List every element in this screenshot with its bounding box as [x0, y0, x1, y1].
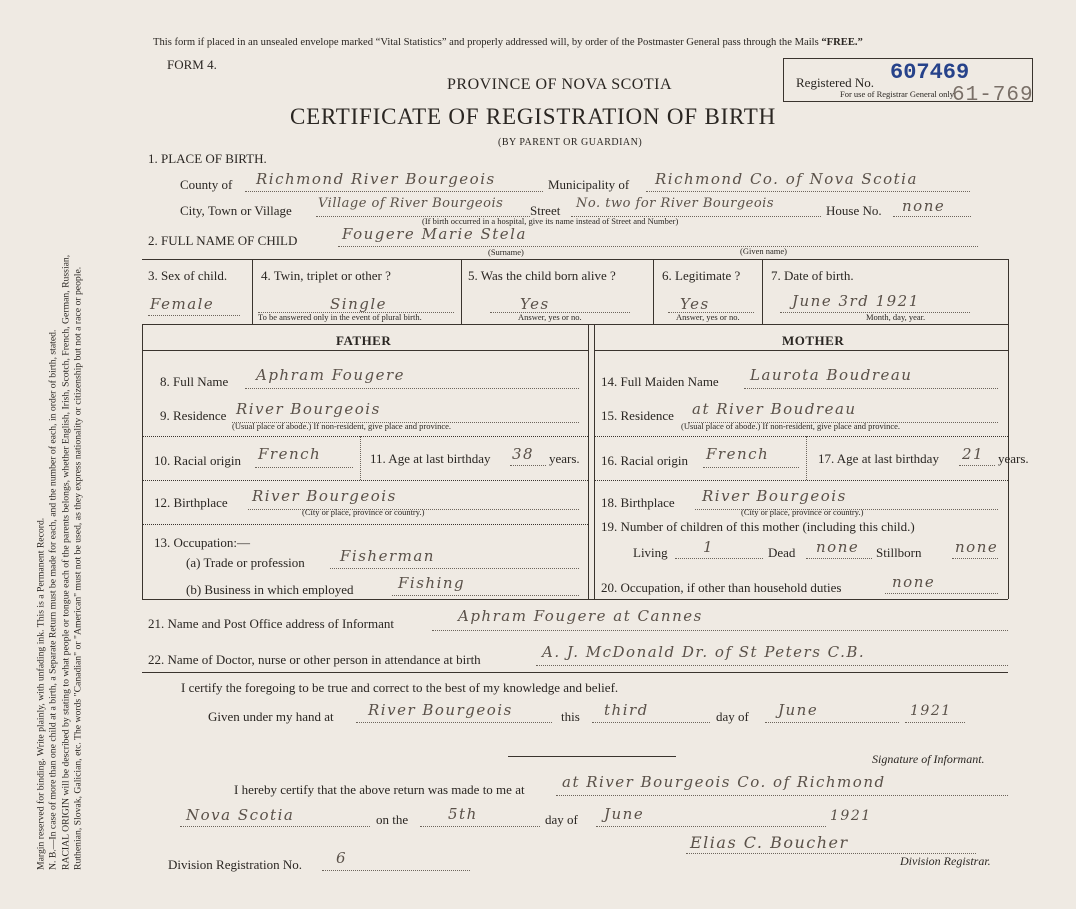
child-name-value: Fougere Marie Stela [342, 225, 527, 243]
sex-line [148, 315, 240, 316]
registrar-place-line [556, 795, 1008, 796]
father-residence-value: River Bourgeois [236, 400, 381, 418]
legitimate-note: Answer, yes or no. [676, 312, 740, 322]
doctor-label: 22. Name of Doctor, nurse or other person in attendance at birth [148, 652, 481, 667]
registrar-year-value: 1921 [830, 808, 872, 824]
mother-racial-label: 16. Racial origin [601, 453, 689, 468]
legitimate-value: Yes [680, 295, 710, 313]
informant-line [432, 630, 1008, 631]
father-name-line [245, 388, 579, 389]
legitimate-label: 6. Legitimate ? [662, 268, 741, 283]
mother-stillborn-value: none [955, 538, 999, 556]
given-name-note: (Given name) [740, 246, 787, 256]
mother-dead-line [806, 558, 872, 559]
given-day-line [592, 722, 710, 723]
page-subtitle: (BY PARENT OR GUARDIAN) [498, 137, 643, 148]
mother-separator [594, 480, 1008, 481]
mother-heading-rule [594, 350, 1008, 351]
mother-dead-label: Dead [768, 545, 796, 560]
city-label: City, Town or Village [180, 203, 292, 218]
parents-bottom-rule [142, 599, 1008, 600]
registered-number: 607469 [890, 60, 970, 85]
street-label: Street [530, 203, 561, 218]
registrar-month-value: June [604, 805, 645, 823]
given-place-value: River Bourgeois [368, 701, 513, 719]
mother-living-value: 1 [703, 538, 715, 556]
mother-residence-value: at River Boudreau [692, 400, 857, 418]
municipality-value: Richmond Co. of Nova Scotia [655, 170, 918, 188]
mother-separator [594, 436, 1008, 437]
given-year-line [905, 722, 965, 723]
mother-birthplace-value: River Bourgeois [702, 487, 847, 505]
house-label: House No. [826, 203, 882, 218]
postal-free: “FREE.” [821, 37, 863, 48]
father-name-value: Aphram Fougere [256, 366, 406, 384]
municipality-label: Municipality of [548, 177, 630, 192]
father-name-label: 8. Full Name [160, 374, 229, 389]
father-occupation-label: 13. Occupation:— [154, 535, 251, 550]
mother-age-unit: years. [998, 451, 1029, 466]
father-trade-label: (a) Trade or profession [186, 555, 305, 570]
father-residence-note: (Usual place of abode.) If non-resident, give place and province. [232, 421, 452, 431]
father-heading-rule [142, 350, 588, 351]
side-note-line: Margin reserved for binding. Write plainly, with unfading ink. This is a Permanent Record. [35, 517, 47, 870]
dob-note: Month, day, year. [866, 312, 926, 322]
mother-stillborn-label: Stillborn [876, 545, 922, 560]
father-separator [142, 436, 588, 437]
certify-statement: I certify the foregoing to be true and correct to the best of my knowledge and belief. [181, 680, 619, 695]
father-age-label: 11. Age at last birthday [370, 451, 491, 466]
page-title: CERTIFICATE OF REGISTRATION OF BIRTH [290, 104, 777, 129]
father-left-border [142, 324, 143, 599]
division-line [322, 870, 470, 871]
county-label: County of [180, 177, 233, 192]
mother-name-line [744, 388, 998, 389]
child-name-label: 2. FULL NAME OF CHILD [148, 233, 298, 248]
registrar-day-value: 5th [448, 805, 478, 823]
mother-age-line [959, 465, 995, 466]
father-racial-divider [360, 436, 361, 480]
registrar-statement: I hereby certify that the above return was made to me at [234, 782, 525, 797]
side-note-line: Ruthenian, Slovak, Galician, etc. The words "Canadian" or "American" must not be used, as they express nationality or citizenship but not a race or people. [72, 266, 84, 870]
mother-birthplace-label: 18. Birthplace [601, 495, 675, 510]
mother-children-label: 19. Number of children of this mother (including this child.) [601, 519, 915, 534]
mother-name-value: Laurota Boudreau [750, 366, 913, 384]
division-value: 6 [336, 849, 348, 867]
certify-top-rule [142, 672, 1008, 673]
side-note-line: RACIAL ORIGIN will be described by stating to what people or tongue each of the parents belongs, whether English, Irish, Scotch, French, German, Russian, [60, 254, 71, 870]
given-label: Given under my hand at [208, 709, 334, 724]
father-heading: FATHER [336, 333, 392, 348]
city-value: Village of River Bourgeois [318, 196, 504, 211]
mother-heading: MOTHER [782, 333, 845, 348]
registrar-dayof-label: day of [545, 812, 578, 827]
father-separator [142, 480, 588, 481]
father-birthplace-note: (City or place, province or country.) [302, 507, 425, 517]
street-note: (If birth occurred in a hospital, give its name instead of Street and Number) [422, 216, 679, 226]
county-line [245, 191, 543, 192]
registered-overprint: 61-769 [952, 84, 1034, 107]
details-bottom-rule [142, 324, 1008, 325]
mother-stillborn-line [952, 558, 998, 559]
mother-occupation-line [885, 593, 998, 594]
registrar-place2-value: Nova Scotia [186, 806, 295, 824]
mother-living-line [675, 558, 763, 559]
registrar-signature: Elias C. Boucher [690, 833, 849, 852]
father-trade-line [330, 568, 579, 569]
mother-right-border [1008, 259, 1009, 599]
house-value: none [902, 197, 946, 215]
mother-racial-divider [806, 436, 807, 480]
given-month-line [765, 722, 899, 723]
father-age-line [510, 465, 546, 466]
given-this-label: this [561, 709, 580, 724]
details-divider [653, 259, 654, 324]
mother-racial-line [703, 467, 799, 468]
registrar-signature-label: Division Registrar. [900, 854, 991, 868]
father-racial-value: French [258, 445, 322, 463]
details-divider [461, 259, 462, 324]
registrar-day-line [420, 826, 540, 827]
house-line [893, 216, 971, 217]
registrar-on-label: on the [376, 812, 409, 827]
sex-label: 3. Sex of child. [148, 268, 228, 283]
alive-label: 5. Was the child born alive ? [468, 268, 616, 283]
father-birthplace-label: 12. Birthplace [154, 495, 228, 510]
twin-label: 4. Twin, triplet or other ? [261, 268, 391, 283]
details-divider [252, 259, 253, 324]
given-place-line [356, 722, 552, 723]
mother-age-value: 21 [962, 445, 985, 463]
registered-note: For use of Registrar General only. [840, 89, 956, 99]
informant-value: Aphram Fougere at Cannes [458, 607, 703, 625]
mother-age-label: 17. Age at last birthday [818, 451, 939, 466]
registrar-place-value: at River Bourgeois Co. of Richmond [562, 773, 886, 791]
father-birthplace-value: River Bourgeois [252, 487, 397, 505]
mother-occupation-value: none [892, 573, 936, 591]
doctor-line [536, 665, 1008, 666]
father-racial-line [255, 467, 353, 468]
mother-occupation-label: 20. Occupation, if other than household duties [601, 580, 842, 595]
registered-label: Registered No. [796, 75, 874, 90]
municipality-line [646, 191, 970, 192]
father-trade-value: Fisherman [340, 547, 435, 565]
dob-label: 7. Date of birth. [771, 268, 854, 283]
father-age-unit: years. [549, 451, 580, 466]
details-top-rule [142, 259, 1008, 260]
mother-racial-value: French [706, 445, 770, 463]
father-residence-label: 9. Residence [160, 408, 227, 423]
father-racial-label: 10. Racial origin [154, 453, 242, 468]
registrar-place2-line [180, 826, 370, 827]
twin-note: To be answered only in the event of plural birth. [258, 312, 422, 322]
form-number: FORM 4. [167, 57, 217, 72]
doctor-value: A. J. McDonald Dr. of St Peters C.B. [542, 643, 866, 661]
place-of-birth-heading: 1. PLACE OF BIRTH. [148, 151, 267, 166]
province-title: PROVINCE OF NOVA SCOTIA [447, 76, 673, 93]
side-note-line: N. B.—In case of more than one child at a birth, a Separate Return must be made for each, and the number of each, in order of birth, stated. [47, 329, 59, 870]
given-day-value: third [604, 701, 649, 719]
mother-residence-label: 15. Residence [601, 408, 674, 423]
informant-label: 21. Name and Post Office address of Informant [148, 616, 394, 631]
alive-note: Answer, yes or no. [518, 312, 582, 322]
division-label: Division Registration No. [168, 857, 302, 872]
column-divider [588, 324, 589, 599]
father-age-value: 38 [512, 445, 535, 463]
child-name-line [338, 246, 978, 247]
registrar-month-line [596, 826, 826, 827]
side-note [35, 40, 84, 870]
twin-value: Single [330, 295, 388, 313]
details-divider [762, 259, 763, 324]
given-month-value: June [778, 701, 819, 719]
county-value: Richmond River Bourgeois [256, 170, 496, 188]
alive-value: Yes [520, 295, 550, 313]
mother-living-label: Living [633, 545, 668, 560]
father-business-label: (b) Business in which employed [186, 582, 354, 597]
mother-birthplace-note: (City or place, province or country.) [741, 507, 864, 517]
father-business-value: Fishing [398, 574, 466, 592]
informant-signature-label: Signature of Informant. [872, 752, 985, 766]
father-separator [142, 524, 588, 525]
mother-residence-note: (Usual place of abode.) If non-resident, give place and province. [681, 421, 901, 431]
column-divider [594, 324, 595, 599]
given-year-value: 1921 [910, 703, 952, 719]
informant-signature-line [508, 756, 676, 757]
mother-dead-value: none [816, 538, 860, 556]
dob-value: June 3rd 1921 [792, 292, 920, 310]
postal-note: This form if placed in an unsealed envelope marked “Vital Statistics” and properly addressed will, by order of the Postmaster General pass through the Mails “FREE.” [153, 37, 863, 48]
given-dayof-label: day of [716, 709, 749, 724]
sex-value: Female [150, 295, 215, 313]
surname-note: (Surname) [488, 247, 524, 257]
mother-name-label: 14. Full Maiden Name [601, 374, 719, 389]
street-value: No. two for River Bourgeois [576, 196, 775, 211]
father-business-line [392, 595, 579, 596]
